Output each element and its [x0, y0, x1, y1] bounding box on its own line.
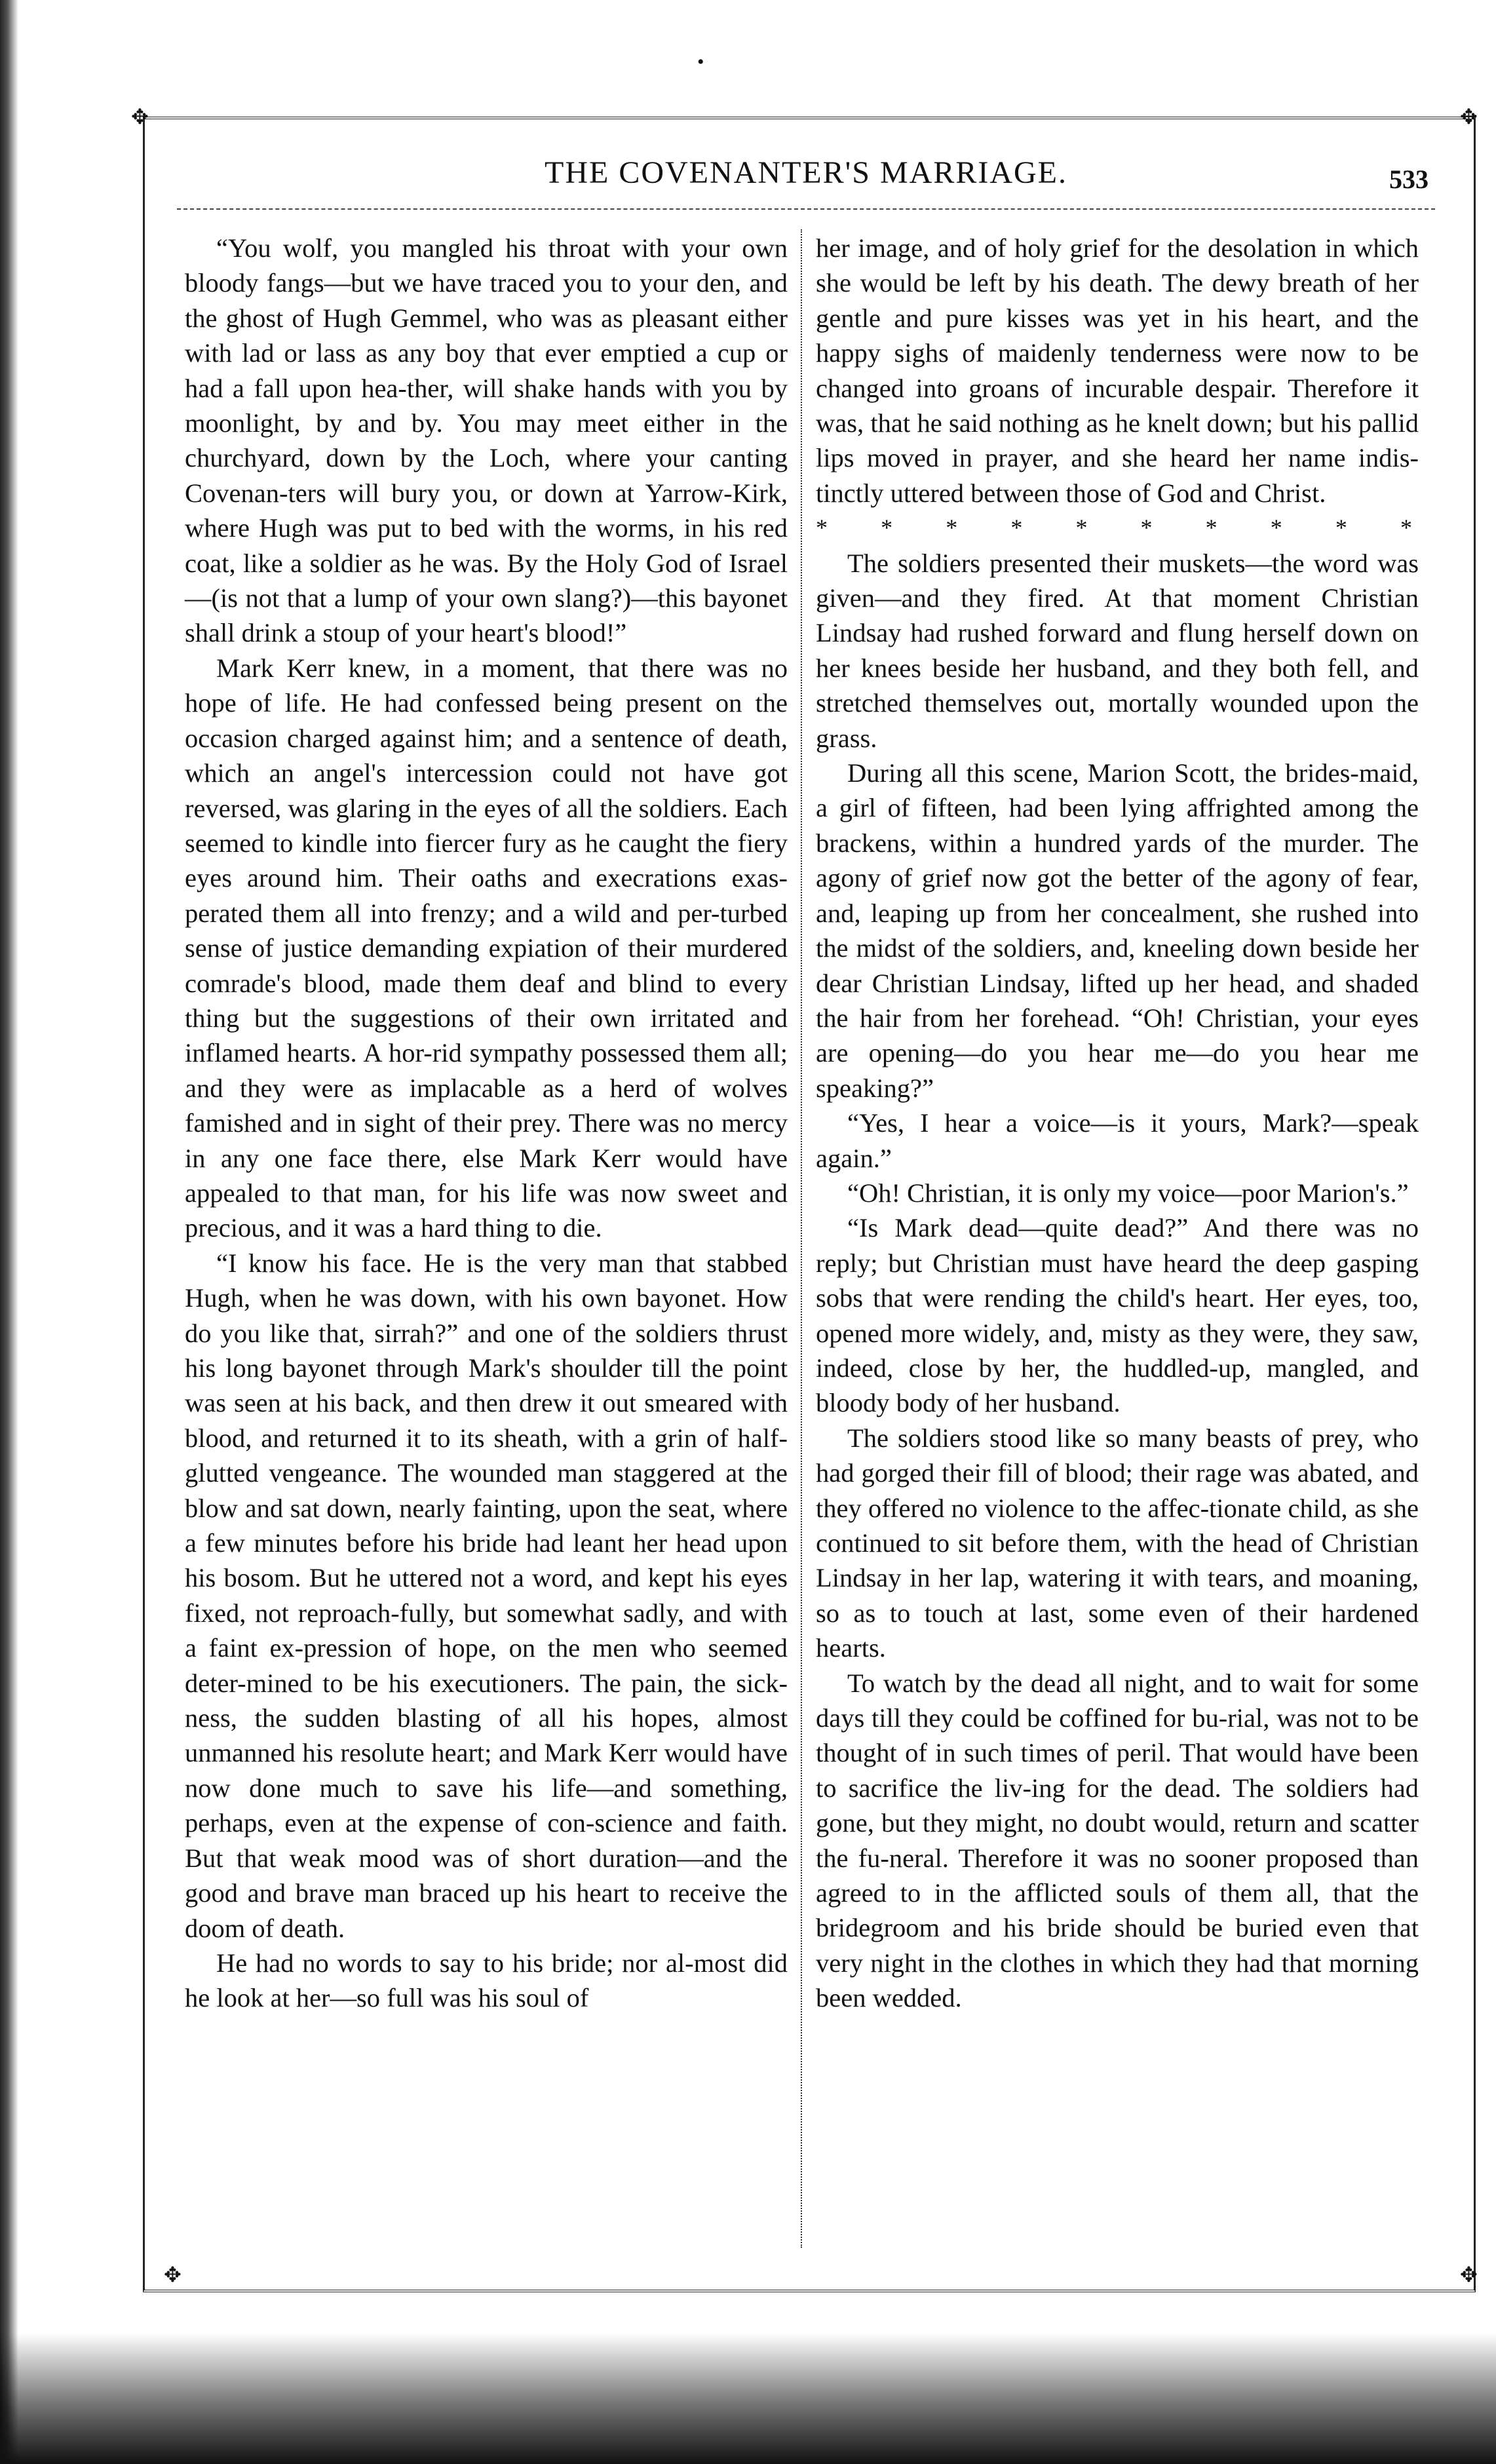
paragraph: During all this scene, Marion Scott, the brides-maid, a girl of fifteen, had been lying affrighted among the brackens, within a hundred yards of the murder. The agony of grief now got the better of the agony of fear, and, leaping up from her concealment, she rushed into the midst of the soldiers, and, kneeling down beside her dear Christian Lindsay, lifted up her head, and shaded the hair from her forehead. “Oh! Christian, your eyes are opening—do you hear me—do you hear me speaking?” — [816, 758, 1419, 1103]
right-column — [816, 231, 1419, 2016]
scan-bottom-shadow — [0, 2333, 1496, 2464]
left-column — [185, 231, 788, 2016]
star-glyph: * — [1075, 514, 1088, 541]
corner-ornament-icon: ✥ — [131, 105, 149, 128]
header-rule — [177, 208, 1435, 210]
star-glyph: * — [1205, 514, 1218, 541]
book-spine-shadow — [0, 0, 18, 2464]
corner-ornament-icon: ✥ — [164, 2263, 182, 2286]
star-glyph: * — [1270, 514, 1282, 541]
star-glyph: * — [1335, 514, 1347, 541]
paragraph: “Yes, I hear a voice—is it yours, Mark?—speak again.” — [816, 1108, 1419, 1173]
paragraph: To watch by the dead all night, and to wait for some days till they could be coffined for bu-rial, was not to be thought of in such times of peril. That would have been to sacrifice the liv-ing for the dead. The soldiers had gone, but they might, no doubt would, return and scatter the fu-neral. Therefore it was no sooner proposed than agreed to in the afflicted souls of them all, that the bridegroom and his bride should be buried even that very night in the clothes in which they had that morning been wedded. — [816, 1668, 1419, 2013]
paragraph: “Oh! Christian, it is only my voice—poor Marion's.” — [847, 1178, 1409, 1208]
page-number: 533 — [1389, 164, 1429, 194]
paragraph: The soldiers presented their muskets—the word was given—and they fired. At that moment Christian Lindsay had rushed forward and flung herself down on her knees beside her husband, and they both fell, and stretched themselves out, mortally wounded upon the grass. — [816, 548, 1419, 753]
column-divider — [801, 229, 802, 2248]
paragraph: “You wolf, you mangled his throat with your own bloody fangs—but we have traced you to your den, and the ghost of Hugh Gemmel, who was as pleasant either with lad or lass as any boy that ever emptied a cup or had a fall upon hea-ther, will shake hands with you by moonlight, by and by. You may meet either in the churchyard, down by the Loch, where your canting Covenan-ters will bury you, or down at Yarrow-Kirk, where Hugh was put to bed with the worms, in his red coat, like a soldier as he was. By the Holy God of Israel—(is not that a lump of your own slang?)—this bayonet shall drink a stoup of your heart's blood!” — [185, 233, 788, 648]
corner-ornament-icon: ✥ — [1460, 2263, 1478, 2286]
paragraph: Mark Kerr knew, in a moment, that there was no hope of life. He had confessed being present on the occasion charged against him; and a sentence of death, which an angel's intercession could not have got reversed, was glaring in the eyes of all the soldiers. Each seemed to kindle into fiercer fury as he caught the fiery eyes around him. Their oaths and execrations exas-perated them all into frenzy; and a wild and per-turbed sense of justice demanding expiation of their murdered comrade's blood, made them deaf and blind to every thing but the suggestions of their own irritated and inflamed hearts. A hor-rid sympathy possessed them all; and they were as implacable as a herd of wolves famished and in sight of their prey. There was no mercy in any one face there, else Mark Kerr would have appealed to that man, for his life was now sweet and precious, and it was a hard thing to die. — [185, 653, 788, 1243]
paragraph: “Is Mark dead—quite dead?” And there was no reply; but Christian must have heard the deep gasping sobs that were rending the child's heart. Her eyes, too, opened more widely, and, misty as they were, they saw, indeed, close by her, the huddled-up, mangled, and bloody body of her husband. — [816, 1213, 1419, 1418]
top-ornament: • — [697, 51, 704, 73]
star-glyph: * — [1140, 514, 1153, 541]
paragraph: “I know his face. He is the very man that stabbed Hugh, when he was down, with his own bayonet. How do you like that, sirrah?” and one of the soldiers thrust his long bayonet through Mark's shoulder till the point was seen at his back, and then drew it out smeared with blood, and returned it to its sheath, with a grin of half-glutted vengeance. The wounded man staggered at the blow and sat down, nearly fainting, upon the seat, where a few minutes before his bride had leant her head upon his bosom. But he uttered not a word, and kept his eyes fixed, not reproach-fully, but somewhat sadly, and with a faint ex-pression of hope, on the men who seemed deter-mined to be his executioners. The pain, the sick-ness, the sudden blasting of all his hopes, almost unmanned his resolute heart; and Mark Kerr would have now done much to save his life—and something, perhaps, even at the expense of con-science and faith. But that weak mood was of short duration—and the good and brave man braced up his heart to receive the doom of death. — [185, 1248, 788, 1943]
star-glyph: * — [881, 514, 893, 541]
paragraph: He had no words to say to his bride; nor al-most did he look at her—so full was his soul of — [185, 1948, 788, 2013]
star-glyph: * — [1400, 514, 1412, 541]
section-break — [816, 510, 1419, 545]
running-header — [164, 151, 1448, 210]
paragraph: The soldiers stood like so many beasts of prey, who had gorged their fill of blood; their rage was abated, and they offered no violence to the affec-tionate child, as she continued to sit before them, with the head of Christian Lindsay in her lap, watering it with tears, and moaning, so as to touch at last, some even of their hardened hearts. — [816, 1423, 1419, 1663]
star-glyph: * — [946, 514, 958, 541]
paragraph-continuation: her image, and of holy grief for the desolation in which she would be left by his death. The dewy breath of her gentle and pure kisses was yet in his heart, and the happy sighs of maidenly tenderness were now to be changed into groans of incurable despair. Therefore it was, that he said nothing as he knelt down; but his pallid lips moved in prayer, and she heard her name indis-tinctly uttered between those of God and Christ. — [816, 233, 1419, 508]
page-title: THE COVENANTER'S MARRIAGE. — [545, 155, 1067, 190]
star-glyph: * — [1010, 514, 1023, 541]
star-glyph: * — [816, 514, 828, 541]
corner-ornament-icon: ✥ — [1460, 105, 1478, 128]
